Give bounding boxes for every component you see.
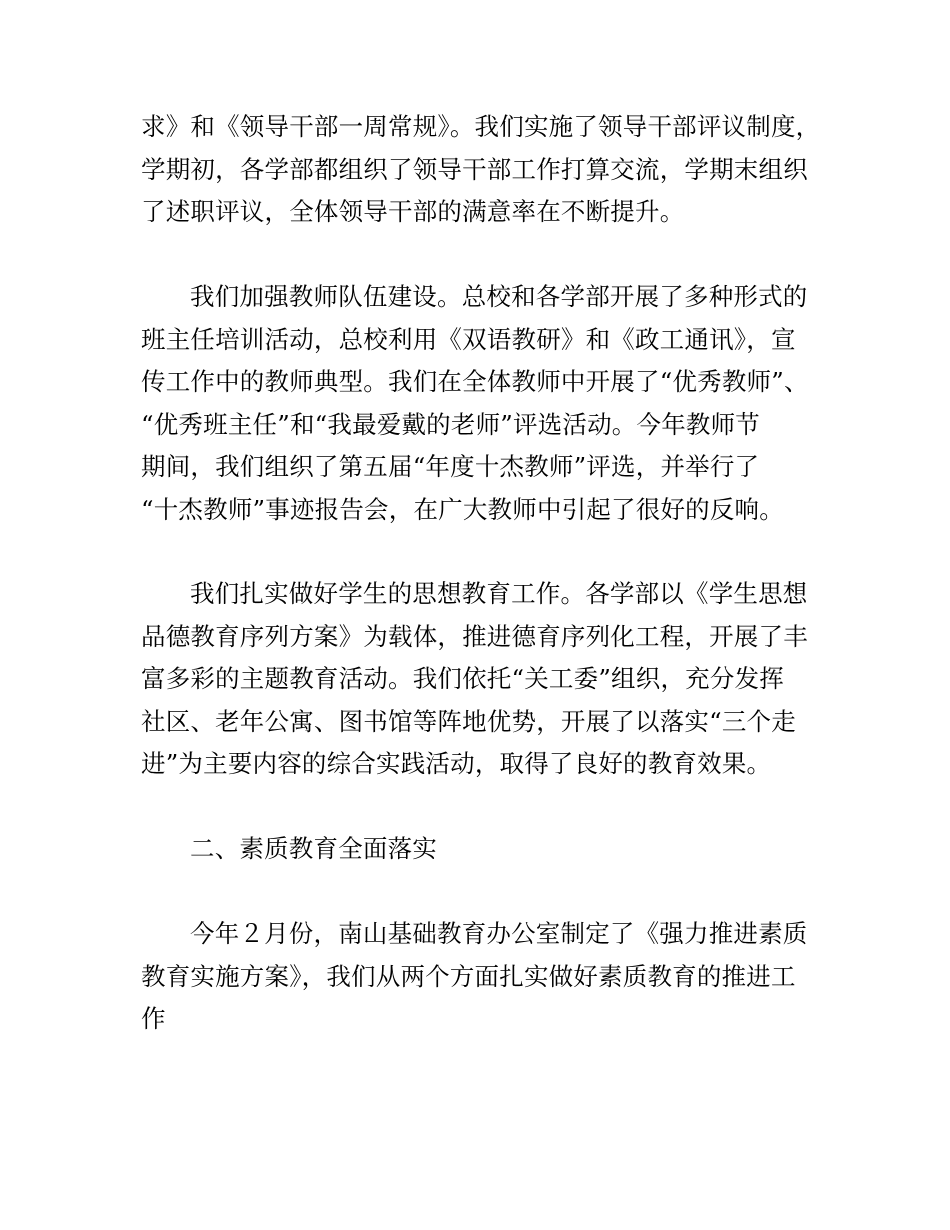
paragraph-teacher-team xyxy=(141,276,841,531)
text-line: 今年２月份，南山基础教育办公室制定了《强力推进素质 xyxy=(190,919,808,948)
paragraph-leadership-review xyxy=(141,106,841,234)
paragraph-quality-education xyxy=(141,913,841,1041)
text-line: 富多彩的主题教育活动。我们依托“关工委”组织，充分发挥 xyxy=(141,664,784,693)
text-line: 学期初，各学部都组织了领导干部工作打算交流，学期末组织 xyxy=(141,154,808,184)
text-line: 教育实施方案》，我们从两个方面扎实做好素质教育的推进工 xyxy=(141,961,796,991)
heading-text: 二、素质教育全面落实 xyxy=(190,834,437,863)
text-line: 班主任培训活动，总校利用《双语教研》和《政工通讯》，宣 xyxy=(141,324,796,354)
text-line: 进”为主要内容的综合实践活动，取得了良好的教育效果。 xyxy=(141,749,772,778)
text-line: 我们加强教师队伍建设。总校和各学部开展了多种形式的 xyxy=(190,282,808,311)
text-line: 品德教育序列方案》为载体，推进德育序列化工程，开展了丰 xyxy=(141,621,808,651)
text-line: 传工作中的教师典型。我们在全体教师中开展了“优秀教师”、 xyxy=(141,367,809,396)
section-heading xyxy=(141,828,841,871)
paragraph-student-education xyxy=(141,573,841,786)
text-line: 期间，我们组织了第五届“年度十杰教师”评选，并举行了 xyxy=(141,452,760,481)
text-line: 作 xyxy=(141,1004,166,1033)
text-line: 社区、老年公寓、图书馆等阵地优势，开展了以落实“三个走 xyxy=(141,706,796,736)
text-line: 求》和《领导干部一周常规》。我们实施了领导干部评议制度， xyxy=(141,112,821,141)
text-line: 我们扎实做好学生的思想教育工作。各学部以《学生思想 xyxy=(190,579,808,608)
text-line: “十杰教师”事迹报告会，在广大教师中引起了很好的反响。 xyxy=(141,494,784,524)
text-line: 了述职评议，全体领导干部的满意率在不断提升。 xyxy=(141,197,685,226)
text-line: “优秀班主任”和“我最爱戴的老师”评选活动。今年教师节 xyxy=(141,409,760,439)
